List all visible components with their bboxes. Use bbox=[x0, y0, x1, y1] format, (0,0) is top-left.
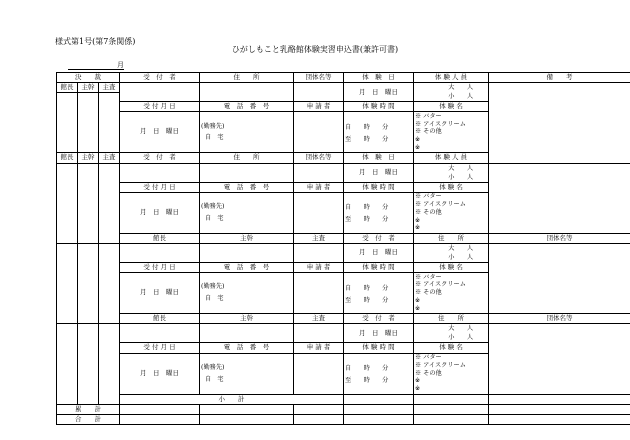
header-biko: 備 考 bbox=[489, 73, 630, 83]
header-dantai: 団体名等 bbox=[489, 314, 630, 324]
taiken-jikan-field[interactable] bbox=[344, 112, 414, 153]
taiken-mei-field[interactable] bbox=[414, 273, 489, 314]
jinin-field[interactable] bbox=[414, 83, 489, 102]
jinin-field[interactable] bbox=[414, 163, 489, 182]
taiken-mei-field[interactable] bbox=[414, 112, 489, 153]
jusho-field[interactable] bbox=[200, 324, 294, 343]
header-uketsukesha: 受 付 者 bbox=[344, 314, 414, 324]
kodomo-label: 小 人 bbox=[448, 93, 474, 101]
label-denwa: 電 話 番 号 bbox=[200, 343, 294, 353]
footer-gokei-cell[interactable] bbox=[414, 414, 489, 424]
stamp-label-shukan: 主幹 bbox=[78, 83, 99, 93]
dantai-field[interactable] bbox=[294, 163, 344, 182]
stamp-label-shukan: 主幹 bbox=[78, 153, 99, 163]
header-jusho: 住 所 bbox=[414, 314, 489, 324]
header-kessai: 決 裁 bbox=[57, 73, 120, 83]
kinmusaki-label: (勤務先) bbox=[201, 283, 225, 291]
dantai-field[interactable] bbox=[294, 83, 344, 102]
header-jusho: 住 所 bbox=[200, 153, 294, 163]
taiken-jikan-field[interactable] bbox=[344, 273, 414, 314]
jinin-field[interactable] bbox=[414, 324, 489, 343]
label-taiken-jikan: 体 験 時 間 bbox=[344, 182, 414, 192]
footer-shokei-cell[interactable] bbox=[489, 394, 630, 404]
label-taiken-mei: 体 験 名 bbox=[414, 102, 489, 112]
footer-gokei-cell[interactable] bbox=[344, 414, 414, 424]
taiken-item[interactable]: ※ アイスクリーム bbox=[415, 120, 466, 128]
denwa-field[interactable] bbox=[200, 112, 294, 153]
taiken-jikan-field[interactable] bbox=[344, 353, 414, 394]
jitaku-label: 自 宅 bbox=[205, 214, 224, 222]
header-taiken-jinin: 体 験 人 員 bbox=[414, 73, 489, 83]
kinmusaki-label: (勤務先) bbox=[201, 122, 225, 130]
taiken-item[interactable]: ※ バター bbox=[415, 112, 442, 120]
taiken-bi-field[interactable]: 月 日 曜日 bbox=[344, 163, 414, 182]
uketsuke-bi-field[interactable]: 月 日 曜日 bbox=[120, 353, 200, 394]
kinmusaki-label: (勤務先) bbox=[201, 363, 225, 371]
uketsukesha-field[interactable] bbox=[120, 163, 200, 182]
otona-label: 大 人 bbox=[448, 244, 474, 252]
stamp-kancho[interactable] bbox=[57, 93, 78, 153]
header-uketsukesha: 受 付 者 bbox=[120, 73, 200, 83]
ji-label: 自 時 分 bbox=[345, 204, 389, 212]
taiken-item[interactable]: ※ その他 bbox=[415, 128, 442, 136]
otona-label: 大 人 bbox=[448, 325, 474, 333]
footer-gokei-cell[interactable] bbox=[489, 414, 630, 424]
label-uketsuke-bi: 受 付 月 日 bbox=[120, 343, 200, 353]
taiken-item[interactable]: ※ bbox=[415, 136, 421, 144]
stamp-kancho[interactable] bbox=[57, 243, 78, 323]
footer-ruikei-cell[interactable] bbox=[414, 404, 489, 414]
label-shinseisha: 申 請 者 bbox=[294, 262, 344, 272]
header-jusho: 住 所 bbox=[200, 73, 294, 83]
application-table bbox=[56, 72, 630, 425]
kinmusaki-label: (勤務先) bbox=[201, 202, 225, 210]
uketsuke-bi-field[interactable]: 月 日 曜日 bbox=[120, 273, 200, 314]
stamp-shusa[interactable] bbox=[99, 163, 120, 243]
label-denwa: 電 話 番 号 bbox=[200, 102, 294, 112]
taiken-item[interactable]: ※ bbox=[415, 377, 421, 385]
label-uketsuke-bi: 受 付 月 日 bbox=[120, 182, 200, 192]
shi-label: 至 時 分 bbox=[345, 216, 389, 224]
header-jusho: 住 所 bbox=[414, 233, 489, 243]
label-taiken-mei: 体 験 名 bbox=[414, 343, 489, 353]
stamp-label-kancho: 館長 bbox=[120, 314, 200, 324]
jitaku-label: 自 宅 bbox=[205, 134, 224, 142]
stamp-label-kancho: 館長 bbox=[120, 233, 200, 243]
stamp-shusa[interactable] bbox=[99, 93, 120, 153]
label-uketsuke-bi: 受 付 月 日 bbox=[120, 102, 200, 112]
stamp-shusa[interactable] bbox=[99, 243, 120, 323]
taiken-item[interactable]: ※ その他 bbox=[415, 369, 442, 377]
label-uketsuke-bi: 受 付 月 日 bbox=[120, 262, 200, 272]
otona-label: 大 人 bbox=[448, 164, 474, 172]
stamp-kancho[interactable] bbox=[57, 163, 78, 243]
taiken-item[interactable]: ※ バター bbox=[415, 273, 442, 281]
stamp-shukan[interactable] bbox=[78, 93, 99, 153]
kodomo-label: 小 人 bbox=[448, 253, 474, 261]
footer-ruikei: 累 計 bbox=[57, 404, 120, 414]
footer-shokei: 小 計 bbox=[120, 394, 344, 404]
month-field: 月 bbox=[68, 60, 124, 70]
footer-gokei: 合 計 bbox=[57, 414, 120, 424]
shinseisha-field[interactable] bbox=[294, 273, 344, 314]
footer-ruikei-cell[interactable] bbox=[120, 404, 200, 414]
jusho-field[interactable] bbox=[200, 243, 294, 262]
header-dantai: 団体名等 bbox=[294, 73, 344, 83]
uketsukesha-field[interactable] bbox=[120, 243, 200, 262]
footer-ruikei-cell[interactable] bbox=[294, 404, 344, 414]
header-dantai: 団体名等 bbox=[489, 233, 630, 243]
taiken-mei-field[interactable] bbox=[414, 192, 489, 233]
dantai-field[interactable] bbox=[294, 324, 344, 343]
header-taiken-bi: 体 験 日 bbox=[344, 73, 414, 83]
header-taiken-bi: 体 験 日 bbox=[344, 153, 414, 163]
stamp-shukan[interactable] bbox=[78, 324, 99, 404]
denwa-field[interactable] bbox=[200, 273, 294, 314]
jusho-field[interactable] bbox=[200, 163, 294, 182]
stamp-label-shukan: 主幹 bbox=[200, 233, 294, 243]
uketsuke-bi-field[interactable]: 月 日 曜日 bbox=[120, 192, 200, 233]
jitaku-label: 自 宅 bbox=[205, 295, 224, 303]
label-taiken-mei: 体 験 名 bbox=[414, 262, 489, 272]
ji-label: 自 時 分 bbox=[345, 284, 389, 292]
taiken-bi-field[interactable]: 月 日 曜日 bbox=[344, 243, 414, 262]
taiken-item[interactable]: ※ アイスクリーム bbox=[415, 281, 466, 289]
taiken-jikan-field[interactable] bbox=[344, 192, 414, 233]
shi-label: 至 時 分 bbox=[345, 377, 389, 384]
footer-gokei-cell[interactable] bbox=[200, 414, 294, 424]
label-denwa: 電 話 番 号 bbox=[200, 262, 294, 272]
denwa-field[interactable] bbox=[200, 353, 294, 394]
stamp-shukan[interactable] bbox=[78, 163, 99, 243]
stamp-label-shusa: 主査 bbox=[294, 233, 344, 243]
footer-shokei-cell[interactable] bbox=[344, 394, 414, 404]
shinseisha-field[interactable] bbox=[294, 192, 344, 233]
taiken-item[interactable]: ※ その他 bbox=[415, 289, 442, 297]
biko-field[interactable] bbox=[489, 83, 630, 163]
taiken-mei-field[interactable] bbox=[414, 353, 489, 394]
label-denwa: 電 話 番 号 bbox=[200, 182, 294, 192]
label-taiken-jikan: 体 験 時 間 bbox=[344, 343, 414, 353]
taiken-item[interactable]: ※ その他 bbox=[415, 208, 442, 216]
taiken-item[interactable]: ※ バター bbox=[415, 354, 442, 361]
header-uketsukesha: 受 付 者 bbox=[344, 233, 414, 243]
taiken-item[interactable]: ※ bbox=[415, 216, 421, 224]
footer-gokei-cell[interactable] bbox=[294, 414, 344, 424]
uketsukesha-field[interactable] bbox=[120, 324, 200, 343]
taiken-item[interactable]: ※ bbox=[415, 144, 421, 152]
taiken-item[interactable]: ※ アイスクリーム bbox=[415, 361, 466, 369]
header-taiken-jinin: 体 験 人 員 bbox=[414, 153, 489, 163]
jitaku-label: 自 宅 bbox=[205, 375, 224, 383]
ji-label: 自 時 分 bbox=[345, 365, 389, 373]
ji-label: 自 時 分 bbox=[345, 124, 389, 132]
form-title: ひがしもこと乳酪館体験実習申込書(兼許可書) bbox=[231, 45, 399, 54]
taiken-item[interactable]: ※ bbox=[415, 297, 421, 305]
taiken-item[interactable]: ※ bbox=[415, 224, 421, 232]
stamp-label-shusa: 主査 bbox=[99, 153, 120, 163]
label-taiken-jikan: 体 験 時 間 bbox=[344, 102, 414, 112]
jusho-field[interactable] bbox=[200, 83, 294, 102]
stamp-label-kancho: 館長 bbox=[57, 153, 78, 163]
header-uketsukesha: 受 付 者 bbox=[120, 153, 200, 163]
stamp-kancho[interactable] bbox=[57, 324, 78, 404]
label-shinseisha: 申 請 者 bbox=[294, 343, 344, 353]
kodomo-label: 小 人 bbox=[448, 173, 474, 181]
header-dantai: 団体名等 bbox=[294, 153, 344, 163]
taiken-item[interactable]: ※ bbox=[415, 304, 421, 312]
shi-label: 至 時 分 bbox=[345, 135, 389, 143]
taiken-item[interactable]: ※ バター bbox=[415, 193, 442, 201]
stamp-label-shukan: 主幹 bbox=[200, 314, 294, 324]
denwa-field[interactable] bbox=[200, 192, 294, 233]
form-number: 様式第1号(第7条関係) bbox=[55, 37, 136, 46]
label-taiken-mei: 体 験 名 bbox=[414, 182, 489, 192]
dantai-field[interactable] bbox=[294, 243, 344, 262]
label-taiken-jikan: 体 験 時 間 bbox=[344, 262, 414, 272]
label-shinseisha: 申 請 者 bbox=[294, 182, 344, 192]
footer-ruikei-cell[interactable] bbox=[344, 404, 414, 414]
stamp-shukan[interactable] bbox=[78, 243, 99, 323]
taiken-bi-field[interactable]: 月 日 曜日 bbox=[344, 83, 414, 102]
taiken-item[interactable]: ※ bbox=[415, 385, 421, 393]
stamp-label-shusa: 主査 bbox=[294, 314, 344, 324]
uketsuke-bi-field[interactable]: 月 日 曜日 bbox=[120, 112, 200, 153]
stamp-label-kancho: 館長 bbox=[57, 83, 78, 93]
footer-gokei-cell[interactable] bbox=[120, 414, 200, 424]
footer-ruikei-cell[interactable] bbox=[489, 404, 630, 414]
footer-shokei-cell[interactable] bbox=[414, 394, 489, 404]
taiken-item[interactable]: ※ アイスクリーム bbox=[415, 201, 466, 209]
kodomo-label: 小 人 bbox=[448, 334, 474, 342]
taiken-bi-field[interactable]: 月 日 曜日 bbox=[344, 324, 414, 343]
shinseisha-field[interactable] bbox=[294, 353, 344, 394]
uketsukesha-field[interactable] bbox=[120, 83, 200, 102]
stamp-shusa[interactable] bbox=[99, 324, 120, 404]
label-shinseisha: 申 請 者 bbox=[294, 102, 344, 112]
jinin-field[interactable] bbox=[414, 243, 489, 262]
shinseisha-field[interactable] bbox=[294, 112, 344, 153]
footer-ruikei-cell[interactable] bbox=[200, 404, 294, 414]
stamp-label-shusa: 主査 bbox=[99, 83, 120, 93]
shi-label: 至 時 分 bbox=[345, 296, 389, 304]
otona-label: 大 人 bbox=[448, 84, 474, 92]
